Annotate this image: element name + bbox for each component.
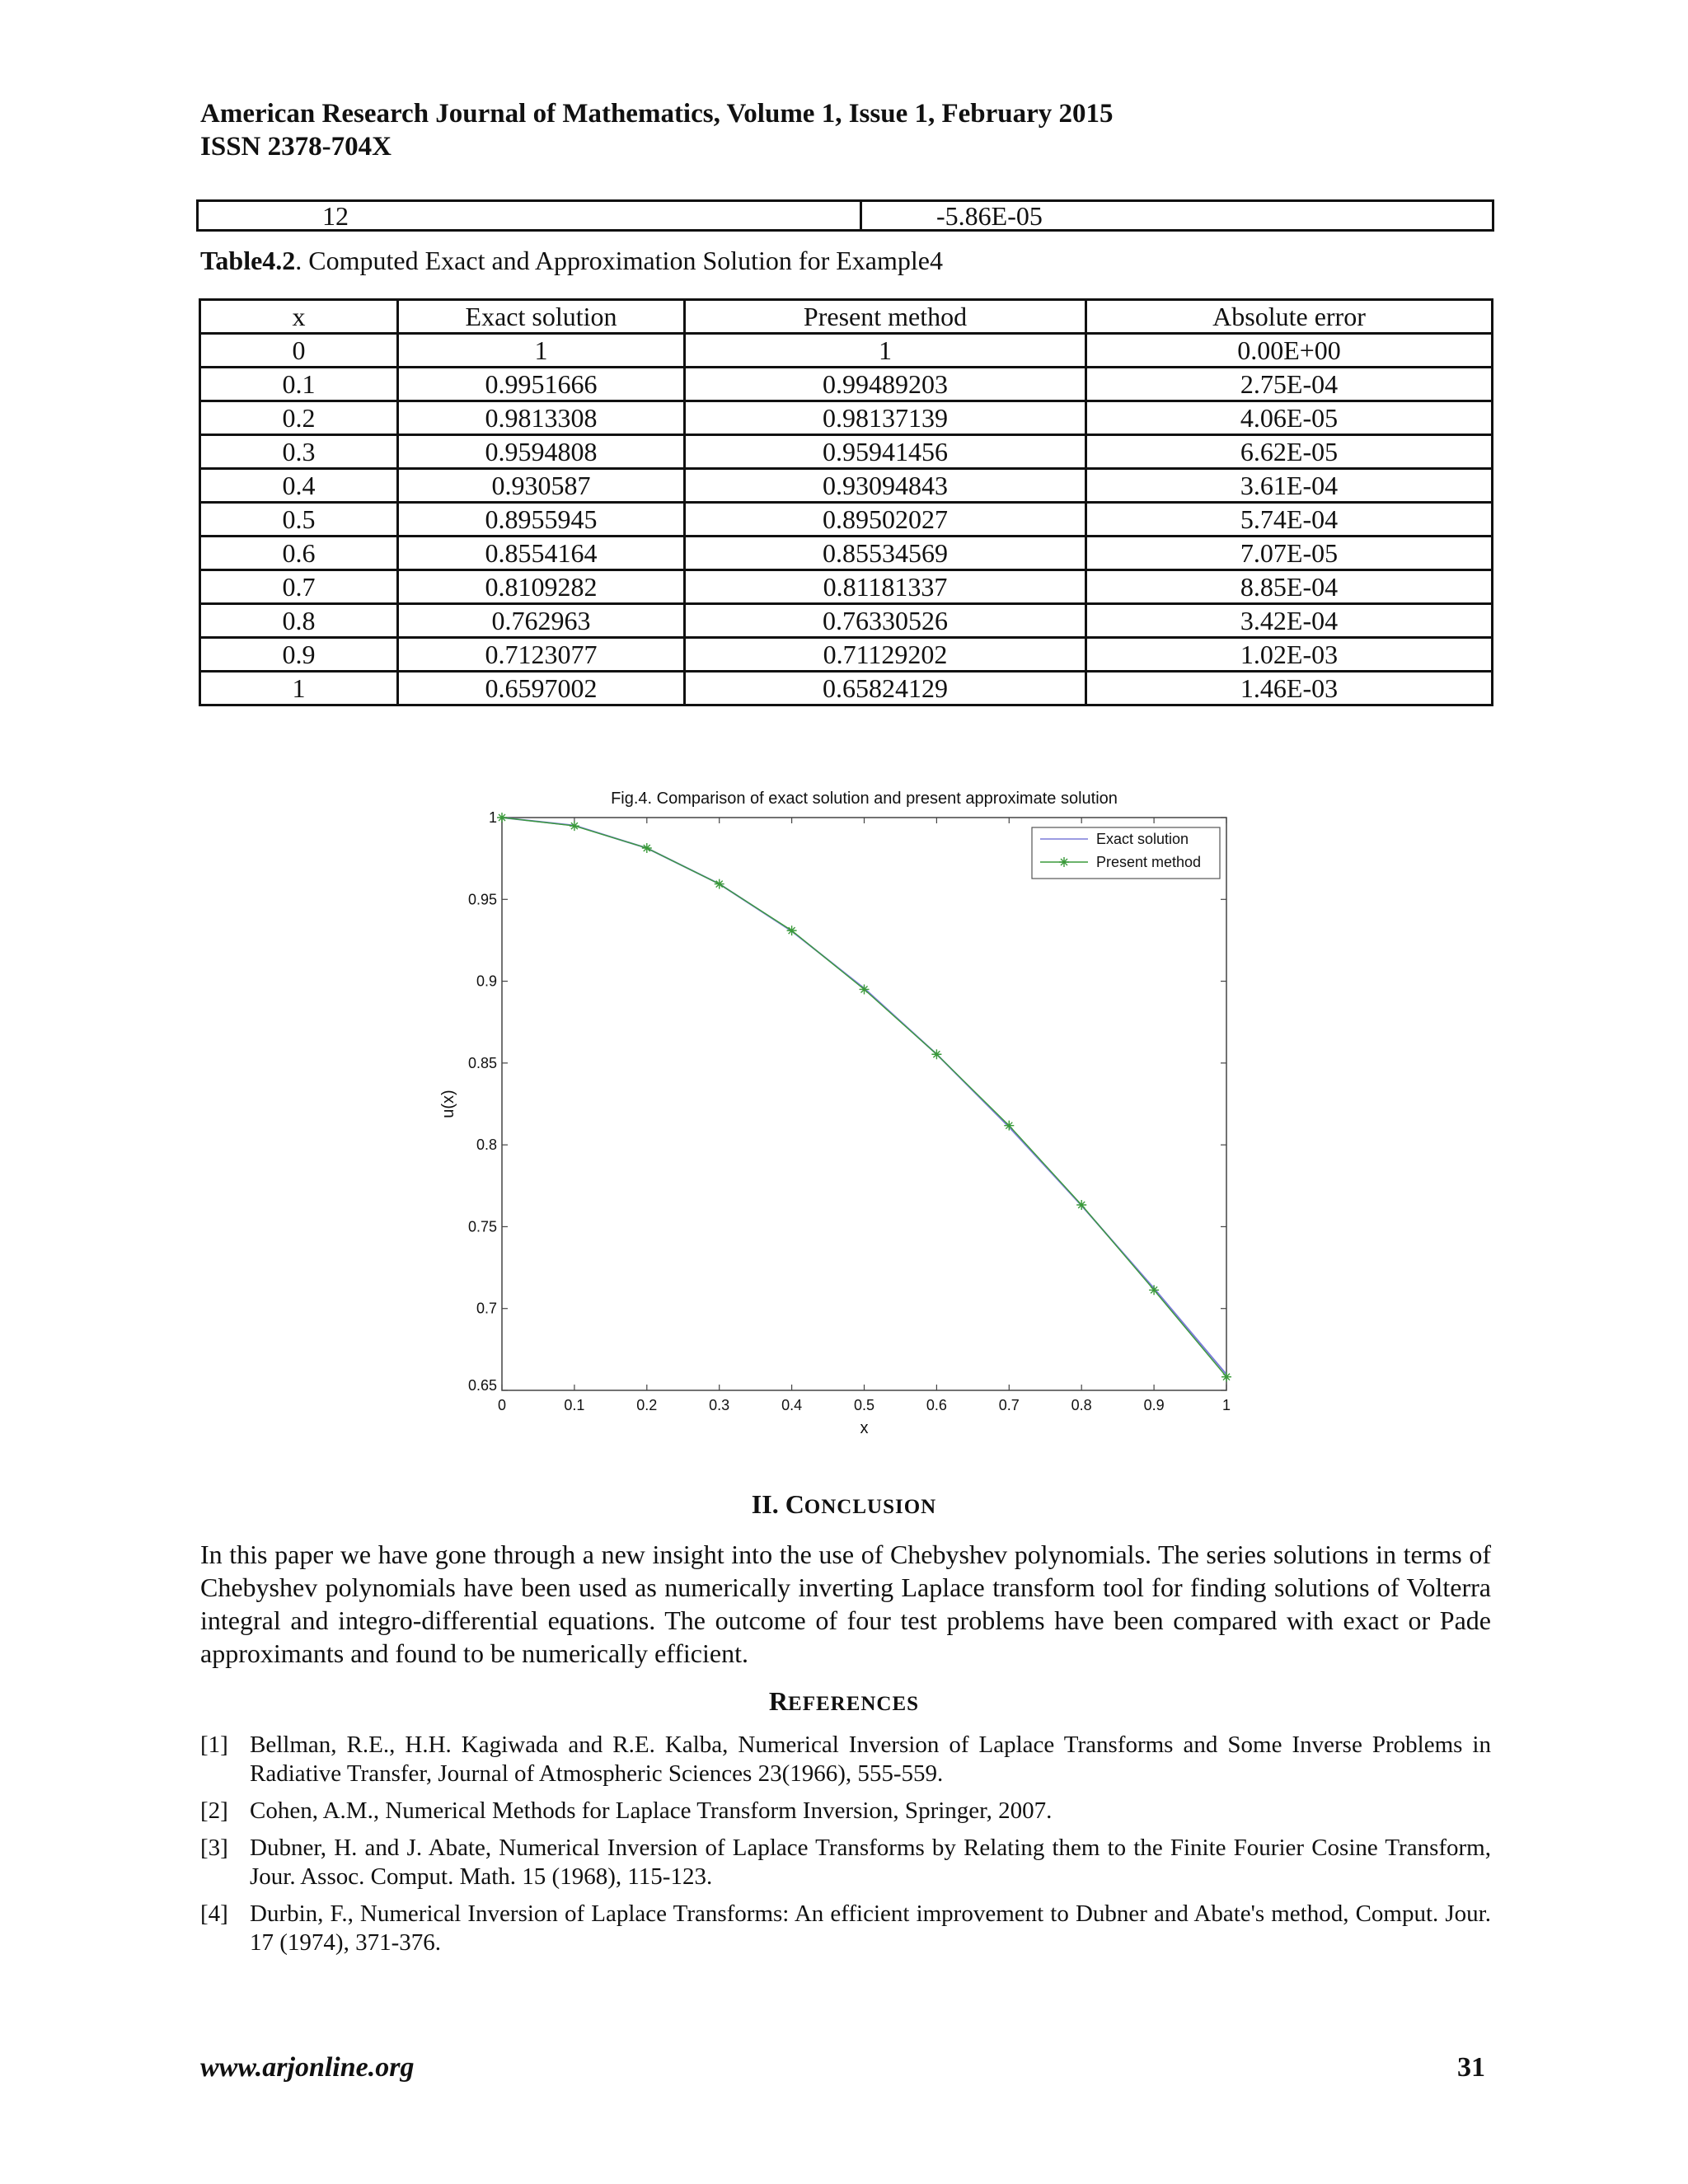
- table-cell: 0.762963: [398, 604, 685, 638]
- table-caption: [200, 246, 943, 276]
- table-row: [200, 604, 1493, 638]
- table-cell: Absolute error: [1086, 300, 1493, 334]
- table-cell: 0.6597002: [398, 672, 685, 705]
- table-caption-text: . Computed Exact and Approximation Solution for Example4: [295, 246, 943, 275]
- legend-label: Exact solution: [1096, 831, 1189, 847]
- x-tick-label: 0.1: [564, 1397, 585, 1413]
- figure-4-chart: [412, 779, 1269, 1442]
- table-cell: 0.93094843: [685, 469, 1086, 503]
- x-tick-label: 0.5: [853, 1397, 875, 1413]
- reference-number: [1]: [200, 1732, 228, 1758]
- x-tick-label: 0.7: [998, 1397, 1020, 1413]
- chart-title: Fig.4. Comparison of exact solution and present approximate solution: [611, 790, 1118, 808]
- table-cell: 0.8554164: [398, 537, 685, 570]
- table-row: [198, 201, 1493, 231]
- journal-title: American Research Journal of Mathematics, Volume 1, Issue 1, February 2015: [200, 99, 1114, 129]
- table-row: [200, 672, 1493, 705]
- table-cell: 0.00E+00: [1086, 334, 1493, 368]
- table-cell: 4.06E-05: [1086, 401, 1493, 435]
- table-cell: 0.89502027: [685, 503, 1086, 537]
- table-cell: 0.65824129: [685, 672, 1086, 705]
- table-cell: 0.4: [200, 469, 398, 503]
- table-cell: 1: [200, 672, 398, 705]
- section-number: II.: [751, 1489, 779, 1519]
- table-cell: 0.2: [200, 401, 398, 435]
- reference-item: [200, 1834, 1491, 1891]
- journal-header: [200, 97, 1114, 163]
- table-cell: 0.98137139: [685, 401, 1086, 435]
- issn: ISSN 2378-704X: [200, 132, 392, 162]
- table-cell: Present method: [685, 300, 1086, 334]
- table-cell: 0.7: [200, 570, 398, 604]
- reference-list: [200, 1731, 1491, 1966]
- table-cell: 0.9: [200, 638, 398, 672]
- reference-number: [2]: [200, 1797, 228, 1824]
- reference-number: [3]: [200, 1835, 228, 1861]
- table-cell: 1.46E-03: [1086, 672, 1493, 705]
- previous-table-fragment: [196, 199, 1494, 232]
- table-row: [200, 638, 1493, 672]
- table-label: Table4.2: [200, 246, 296, 275]
- table-cell: 0.99489203: [685, 368, 1086, 401]
- x-tick-label: 0.8: [1071, 1397, 1092, 1413]
- x-tick-label: 0: [497, 1397, 507, 1413]
- reference-item: [200, 1731, 1491, 1788]
- plot-area: [502, 818, 1226, 1390]
- y-tick-label: 0.95: [467, 891, 497, 908]
- table-cell: 0.8955945: [398, 503, 685, 537]
- table-cell: 0.7123077: [398, 638, 685, 672]
- reference-item: [200, 1900, 1491, 1957]
- legend-label: Present method: [1096, 854, 1202, 870]
- table-cell: 0: [200, 334, 398, 368]
- table-cell: 0.8: [200, 604, 398, 638]
- table-cell: 2.75E-04: [1086, 368, 1493, 401]
- x-tick-label: 0.9: [1143, 1397, 1165, 1413]
- table-cell: 0.8109282: [398, 570, 685, 604]
- table-cell: 0.85534569: [685, 537, 1086, 570]
- x-tick-label: 1: [1221, 1397, 1231, 1413]
- table-cell: 0.9594808: [398, 435, 685, 469]
- table-row: [200, 469, 1493, 503]
- reference-text: Dubner, H. and J. Abate, Numerical Inversion of Laplace Transforms by Relating them to the Finite Fourier Cosine Transform, Jour. Assoc. Comput. Math. 15 (1968), 115-123.: [250, 1835, 1491, 1890]
- table-row: [200, 368, 1493, 401]
- table-cell: 0.1: [200, 368, 398, 401]
- table-cell: 0.76330526: [685, 604, 1086, 638]
- y-axis-label: u(x): [439, 1090, 457, 1118]
- table-cell: -5.86E-05: [861, 201, 1493, 231]
- table-cell: 3.42E-04: [1086, 604, 1493, 638]
- page-number: 31: [1457, 2052, 1485, 2083]
- reference-text: Durbin, F., Numerical Inversion of Laplace Transforms: An efficient improvement to Dubner and Abate's method, Comput. Jour. 17 (1974), 371-376.: [250, 1900, 1491, 1956]
- references-heading: [0, 1686, 1688, 1717]
- reference-item: [200, 1797, 1491, 1825]
- table-cell: 12: [198, 201, 861, 231]
- table-row: [200, 537, 1493, 570]
- table-cell: 1.02E-03: [1086, 638, 1493, 672]
- section-title-rest: ONCLUSION: [804, 1496, 937, 1518]
- section-title-rest: EFERENCES: [788, 1693, 920, 1715]
- y-tick-label: 0.8: [476, 1137, 497, 1154]
- reference-text: Bellman, R.E., H.H. Kagiwada and R.E. Kalba, Numerical Inversion of Laplace Transforms and Some Inverse Problems in Radiative Transfer, Journal of Atmospheric Sciences 23(1966), 555-559.: [250, 1732, 1491, 1787]
- y-tick-label: 0.85: [467, 1054, 497, 1071]
- table-cell: 0.71129202: [685, 638, 1086, 672]
- table-row: [200, 334, 1493, 368]
- y-tick-label: 1: [488, 809, 497, 826]
- conclusion-heading: [0, 1489, 1688, 1520]
- reference-text: Cohen, A.M., Numerical Methods for Laplace Transform Inversion, Springer, 2007.: [250, 1797, 1053, 1824]
- table-cell: 1: [398, 334, 685, 368]
- table-cell: 0.95941456: [685, 435, 1086, 469]
- table-cell: 0.9951666: [398, 368, 685, 401]
- y-tick-label: 0.7: [476, 1300, 497, 1317]
- table-row: [200, 503, 1493, 537]
- y-tick-label: 0.75: [467, 1218, 497, 1235]
- section-title-initial: C: [785, 1489, 804, 1519]
- table-cell: 0.81181337: [685, 570, 1086, 604]
- table-cell: 0.5: [200, 503, 398, 537]
- x-tick-label: 0.4: [781, 1397, 803, 1413]
- x-tick-label: 0.6: [926, 1397, 947, 1413]
- results-table: [199, 298, 1493, 706]
- table-cell: 6.62E-05: [1086, 435, 1493, 469]
- table-cell: Exact solution: [398, 300, 685, 334]
- table-cell: 0.930587: [398, 469, 685, 503]
- table-cell: 7.07E-05: [1086, 537, 1493, 570]
- table-cell: 0.6: [200, 537, 398, 570]
- table-cell: 5.74E-04: [1086, 503, 1493, 537]
- x-tick-label: 0.3: [709, 1397, 730, 1413]
- table-cell: x: [200, 300, 398, 334]
- table-row: [200, 570, 1493, 604]
- section-title-initial: R: [768, 1686, 789, 1716]
- y-tick-label: 0.9: [476, 972, 497, 990]
- conclusion-paragraph: In this paper we have gone through a new insight into the use of Chebyshev polynomials. The series solutions in terms of Chebyshev polynomials have been used as numerically inverting Laplace transform tool for finding solutions of Volterra integral and integro-differential equations. The outcome of four test problems have been compared with exact or Pade approximants and found to be numerically efficient.: [200, 1540, 1491, 1668]
- table-header-row: [200, 300, 1493, 334]
- x-tick-label: 0.2: [636, 1397, 658, 1413]
- table-cell: 0.9813308: [398, 401, 685, 435]
- table-cell: 3.61E-04: [1086, 469, 1493, 503]
- table-row: [200, 435, 1493, 469]
- table-cell: 8.85E-04: [1086, 570, 1493, 604]
- reference-number: [4]: [200, 1900, 228, 1927]
- footer-website[interactable]: www.arjonline.org: [200, 2052, 415, 2083]
- y-tick-label: 0.65: [467, 1377, 497, 1394]
- table-cell: 1: [685, 334, 1086, 368]
- table-row: [200, 401, 1493, 435]
- table-cell: 0.3: [200, 435, 398, 469]
- x-axis-label: x: [860, 1419, 869, 1437]
